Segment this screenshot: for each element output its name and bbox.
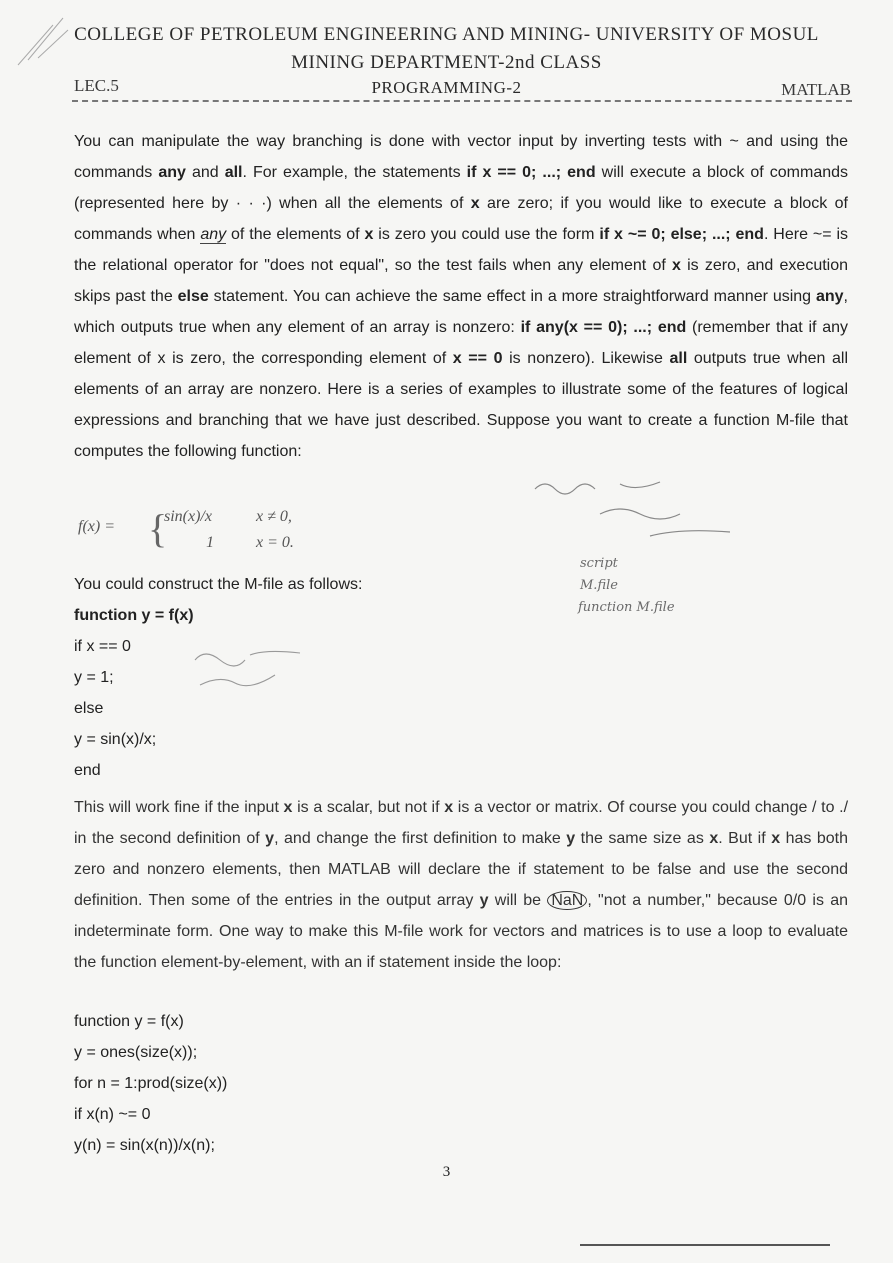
intro-paragraph: You can manipulate the way branching is done with vector input by inverting tests with ~ and using the commands any and all. For example, the statements if x == 0; ...; end will execute a block of commands (represented here by · · ·) when all the elements of x are zero; if you would like to execute a block of commands when any of the elements of x is zero you could use the form if x ~= 0; else; ...; end. Here ~= is the relational operator for "does not equal", so the test fails when any element of x is zero, and execution skips past the else statement. You can achieve the same effect in a more straightforward manner using any, which outputs true when any element of an array is nonzero: if any(x == 0); ...; end (remember that if any element of x is zero, the corresponding element of x == 0 is nonzero). Likewise all outputs true when all elements of an array are nonzero. Here is a series of examples to illustrate some of the features of logical expressions and branching that we have just described. Suppose you want to create a function M-file that computes the following function: — [74, 133, 849, 460]
equation-lhs: f(x) = — [78, 518, 115, 535]
header-department-text: MINING DEPARTMENT-2nd CLASS — [291, 52, 602, 73]
code2-line-5: y(n) = sin(x(n))/x(n); — [74, 1137, 215, 1154]
header-divider — [72, 100, 852, 102]
equation-row-1: sin(x)/x x ≠ 0, — [164, 508, 292, 525]
subject-label: MATLAB — [781, 80, 851, 99]
handwritten-note-mfile: M.file — [580, 578, 618, 593]
header-course-line: PROGRAMMING-2 — [371, 78, 522, 97]
lecture-number: LEC.5 — [74, 76, 119, 95]
bottom-line — [580, 1244, 830, 1246]
loop-paragraph: This will work fine if the input x is a scalar, but not if x is a vector or matrix. Of course you could change / to ./ in the second definition of y, and change the first definition to make y the same size as x. But if x has both zero and nonzero elements, then MATLAB will declare the if statement to be false and use the second definition. Then some of the entries in the output array y will be NaN , "not a number," because 0/0 is an indeterminate form. One way to make this M-file work for vectors and matrices is to use a loop to evaluate the function element-by-element, with an if statement inside the loop: — [74, 799, 849, 971]
code1-line-2: if x == 0 — [74, 638, 131, 655]
handwritten-scribble-2 — [190, 640, 320, 700]
construct-text: You could construct the M-file as follows: — [74, 576, 363, 593]
page-number: 3 — [442, 1164, 451, 1180]
code1-line-3: y = 1; — [74, 669, 114, 686]
code2-line-2: y = ones(size(x)); — [74, 1044, 198, 1061]
piecewise-equation — [78, 506, 378, 556]
header-department-line — [0, 52, 893, 74]
code2-line-4: if x(n) ~= 0 — [74, 1106, 151, 1123]
equation-brace: { — [148, 506, 168, 551]
header-college-line: COLLEGE OF PETROLEUM ENGINEERING AND MINING- UNIVERSITY OF MOSUL — [74, 24, 819, 45]
equation-row-2: 1 x = 0. — [206, 534, 294, 551]
nan-circled: NaN — [547, 891, 587, 910]
code1-line-1: function y = f(x) — [74, 607, 194, 624]
handwritten-scribble — [530, 474, 750, 544]
code1-line-6: end — [74, 762, 101, 779]
handwritten-note-function: function M.file — [578, 600, 675, 615]
code2-line-3: for n = 1:prod(size(x)) — [74, 1075, 228, 1092]
code1-line-4: else — [74, 700, 104, 717]
code2-line-1: function y = f(x) — [74, 1013, 184, 1030]
handwritten-note-script: script — [580, 556, 618, 571]
code1-line-5: y = sin(x)/x; — [74, 731, 157, 748]
